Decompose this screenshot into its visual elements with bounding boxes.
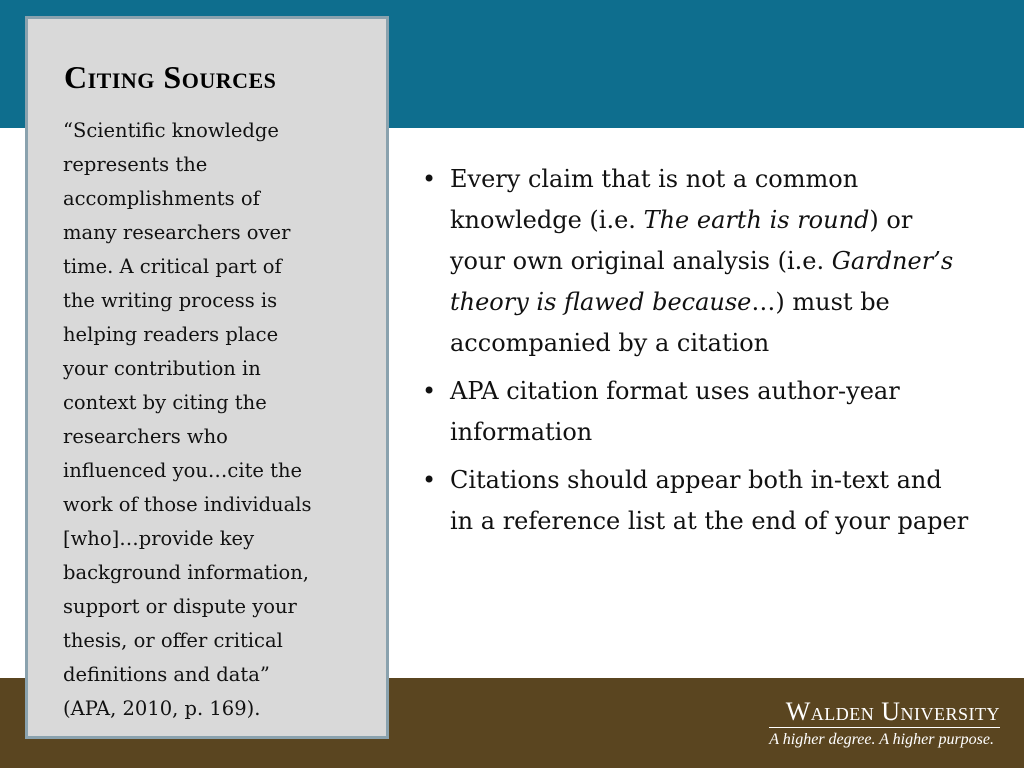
bullet-emphasis: Gardner’s theory is flawed because — [450, 247, 954, 316]
university-logo — [769, 698, 1000, 752]
bullet-list — [410, 159, 970, 549]
bullet-marker: • — [422, 165, 437, 193]
university-name: Walden University — [769, 698, 1000, 728]
bullet-marker: • — [422, 466, 437, 494]
bullet-text: Every claim that is not a common knowledge (i.e. — [450, 165, 859, 234]
bullet-text: APA citation format uses author-year information — [450, 377, 900, 446]
slide-title: Citing Sources — [64, 59, 277, 95]
quote-panel — [25, 16, 389, 739]
bullet-item — [410, 371, 970, 453]
bullet-item — [410, 460, 970, 542]
bullet-marker: • — [422, 377, 437, 405]
bullet-item — [410, 159, 970, 364]
bullet-text: Citations should appear both in-text and in a reference list at the end of your paper — [450, 466, 969, 535]
bullet-emphasis: The earth is round — [643, 206, 870, 234]
university-tagline: A higher degree. A higher purpose. — [769, 731, 994, 748]
bullet-text: ) or your own original analysis (i.e. — [450, 206, 913, 275]
bullet-text: …) must be accompanied by a citation — [450, 288, 890, 357]
quote-text: “Scientific knowledge represents the accomplishments of many researchers over time. A critical part of the writing process is helping readers place your contribution in context by citing the researchers who influenced you…cite the work of those individuals [who]…provide key background information, support or dispute your thesis, or offer critical definitions and data” (APA, 2010, p. 169). — [63, 119, 312, 720]
